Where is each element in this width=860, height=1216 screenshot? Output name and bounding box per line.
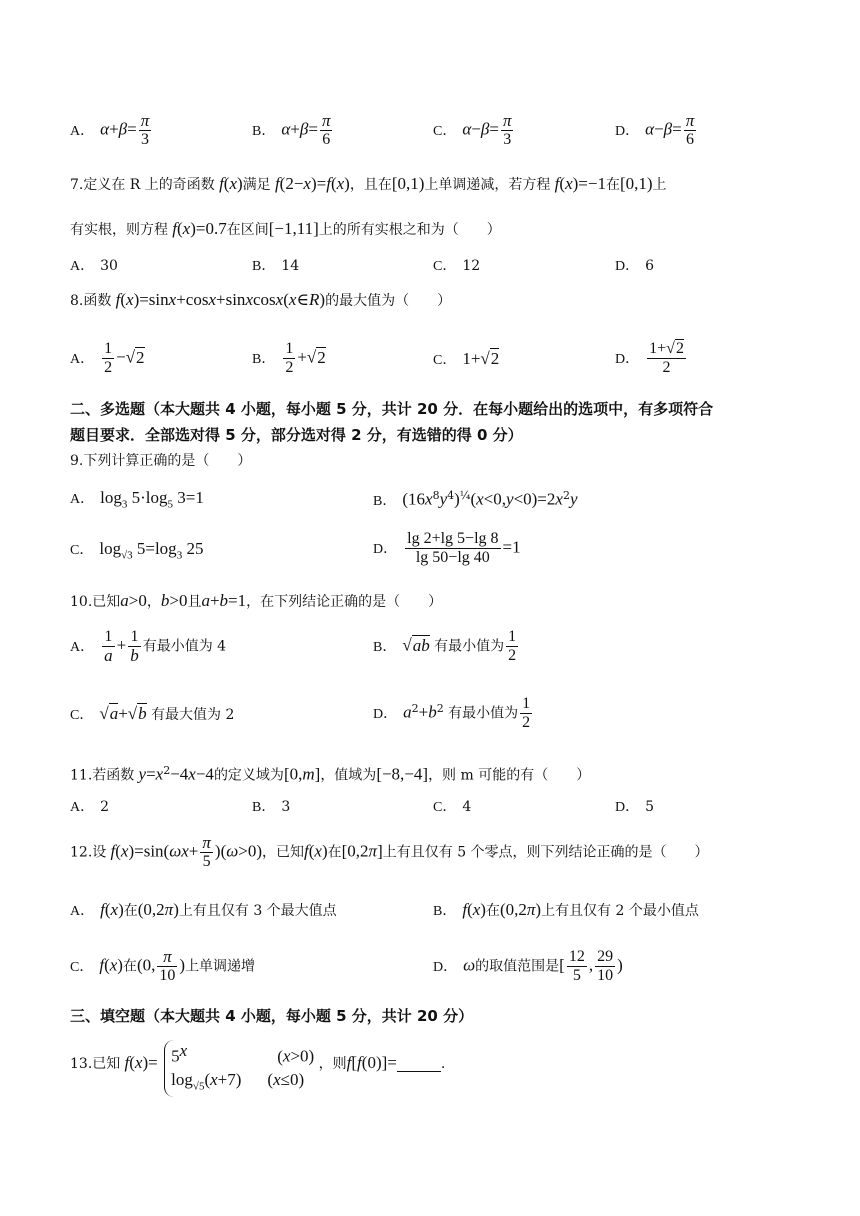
- q8-option-b: B． $\frac{1}{2}$ +√2: [252, 340, 326, 376]
- q11-option-c: C． 4: [433, 799, 472, 815]
- q7-line1: 7.定义在 R 上的奇函数 f(x)满足 f(2−x)=f(x)，且在[0,1)上单调递减，若方程 f(x)=−1在[0,1)上: [70, 174, 667, 193]
- q6-option-c: C． α−β= $\frac{\pi}{3}$: [433, 111, 512, 148]
- q11-option-a: A． 2: [70, 799, 110, 815]
- q11-option-b: B． 3: [252, 799, 291, 815]
- q8-option-c: C． 1+√2: [433, 349, 500, 368]
- q12-option-d: D． ω的取值范围是[ $\frac{12}{5}$ , $\frac{29}{10}$ ): [433, 948, 623, 984]
- section-3-heading: 三、填空题（本大题共 4 小题，每小题 5 分，共计 20 分）: [70, 1007, 474, 1025]
- q9-option-d: D． $\frac{\lg 2+\lg 5-\lg 8}{\lg 50-\lg 40}$ =1: [373, 530, 521, 566]
- q10-option-d: D． $a^2+b^2$ 有最小值为 $\frac{1}{2}$: [373, 695, 531, 731]
- q7-option-b: B． 14: [252, 258, 300, 274]
- section-2-heading-line1: 二、多选题（本大题共 4 小题，每小题 5 分，共计 20 分．在每小题给出的选项中，有多项符合: [70, 400, 714, 418]
- q9-option-a: A． $\log_3 5\cdot\log_5$ 3=1: [70, 488, 204, 511]
- q12-option-c: C． f(x)在(0, $\frac{\pi}{10}$ )上单调递增: [70, 947, 256, 984]
- q10-stem: 10.已知a>0，b>0且a+b=1，在下列结论正确的是（ ）: [70, 591, 443, 610]
- q10-option-c: C． √a+√b 有最大值为 2: [70, 704, 235, 723]
- q12-option-b: B． f(x)在(0,2π)上有且仅有 2 个最小值点: [433, 900, 699, 919]
- q8-stem: 8.函数 f(x)=sinx+cosx+sinxcosx(x∈R)的最大值为（ ）: [70, 290, 452, 309]
- q12-option-a: A． f(x)在(0,2π)上有且仅有 3 个最大值点: [70, 900, 337, 919]
- q11-option-d: D． 5: [615, 799, 655, 815]
- q13-stem: 13.已知 f(x)= 5$^x$ (x>0) $\log_{√5}(x+7)$ (x≤0) ，则f[f(0)]= .: [70, 1040, 445, 1097]
- q8-option-d: D． $\frac{1+√2}{2}$: [615, 340, 684, 376]
- piecewise-definition: 5$^x$ (x>0) $\log_{√5}(x+7)$ (x≤0): [164, 1040, 314, 1097]
- q7-line2: 有实根，则方程 f(x)=0.7在区间[−1,11]上的所有实根之和为（ ）: [70, 219, 501, 238]
- section-2-heading-line2: 题目要求．全部选对得 5 分，部分选对得 2 分，有选错的得 0 分）: [70, 426, 523, 444]
- q6-option-b: B． α+β= $\frac{\pi}{6}$: [252, 111, 331, 148]
- q12-stem: 12.设 f(x)=sin(ωx+ $\frac{\pi}{5}$ )(ω>0)，已知f(x)在[0,2π]上有且仅有 5 个零点，则下列结论正确的是（ ）: [70, 833, 709, 870]
- q13-answer-blank[interactable]: [397, 1057, 441, 1072]
- q8-option-a: A． $\frac{1}{2}$ −√2: [70, 340, 145, 376]
- q9-option-b: B． $(16x^8y^4)^{\frac{1}{4}}(x<0,y<0)=2x^2y$: [373, 489, 578, 509]
- q7-option-a: A． 30: [70, 258, 118, 274]
- q9-option-c: C． $\log_{√3} 5=\log_3$ 25: [70, 539, 204, 562]
- q6-option-a: A． α+β= $\frac{\pi}{3}$: [70, 111, 150, 148]
- q7-option-d: D． 6: [615, 258, 655, 274]
- q10-option-a: A． $\frac{1}{a}$ + $\frac{1}{b}$ 有最小值为 4: [70, 628, 227, 665]
- q10-option-b: B． √ab 有最小值为 $\frac{1}{2}$: [373, 628, 517, 664]
- q6-option-d: D． α−β= $\frac{\pi}{6}$: [615, 111, 695, 148]
- q11-stem: 11.若函数 $y=x^2-4x-4$的定义域为[0,m]，值域为[−8,−4]，则 m 可能的有（ ）: [70, 764, 591, 784]
- q9-stem: 9.下列计算正确的是（ ）: [70, 453, 252, 469]
- q7-option-c: C． 12: [433, 258, 481, 274]
